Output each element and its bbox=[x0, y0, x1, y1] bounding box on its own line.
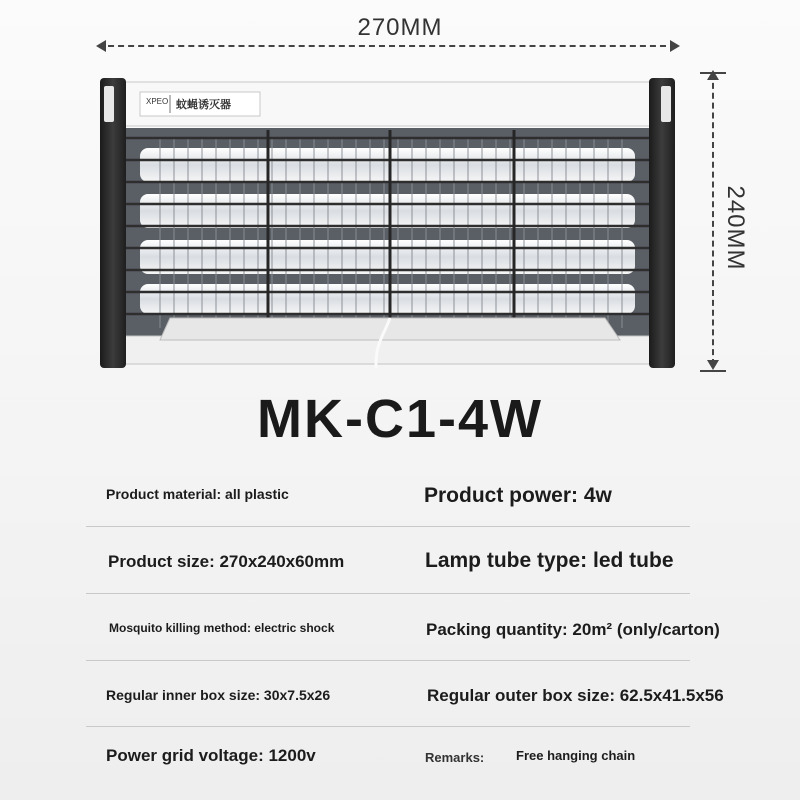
product-label-text: 蚊蝇诱灭器 bbox=[176, 98, 231, 111]
arrow-right-icon bbox=[670, 40, 680, 52]
spec-material: Product material: all plastic bbox=[106, 486, 289, 502]
spec-power: Product power: 4w bbox=[424, 484, 612, 507]
model-title: MK-C1-4W bbox=[257, 389, 543, 449]
width-dimension-line bbox=[98, 45, 676, 47]
remarks-label: Remarks: bbox=[425, 750, 485, 765]
spec-lamp: Lamp tube type: led tube bbox=[425, 549, 674, 572]
spec-inner-box: Regular inner box size: 30x7.5x26 bbox=[106, 687, 331, 703]
remarks-value: Free hanging chain bbox=[516, 748, 636, 763]
spec-packing: Packing quantity: 20m² (only/carton) bbox=[426, 620, 720, 639]
spec-voltage: Power grid voltage: 1200v bbox=[106, 746, 316, 765]
row-divider bbox=[86, 660, 690, 661]
height-dimension-label: 240MM bbox=[722, 185, 749, 271]
row-divider bbox=[86, 726, 690, 727]
spec-outer-box: Regular outer box size: 62.5x41.5x56 bbox=[427, 686, 724, 705]
arrow-left-icon bbox=[96, 40, 106, 52]
row-divider bbox=[86, 593, 690, 594]
spec-size: Product size: 270x240x60mm bbox=[108, 552, 345, 571]
width-dimension-label: 270MM bbox=[357, 14, 443, 41]
spec-method: Mosquito killing method: electric shock bbox=[109, 621, 335, 635]
arrow-down-icon bbox=[707, 360, 719, 370]
brand-mark-text: XPEO bbox=[146, 97, 169, 106]
mosquito-killer-image bbox=[100, 78, 675, 370]
row-divider bbox=[86, 526, 690, 527]
height-dimension-line bbox=[712, 73, 714, 365]
arrow-up-icon bbox=[707, 70, 719, 80]
height-dimension-tick-bottom bbox=[700, 370, 726, 372]
